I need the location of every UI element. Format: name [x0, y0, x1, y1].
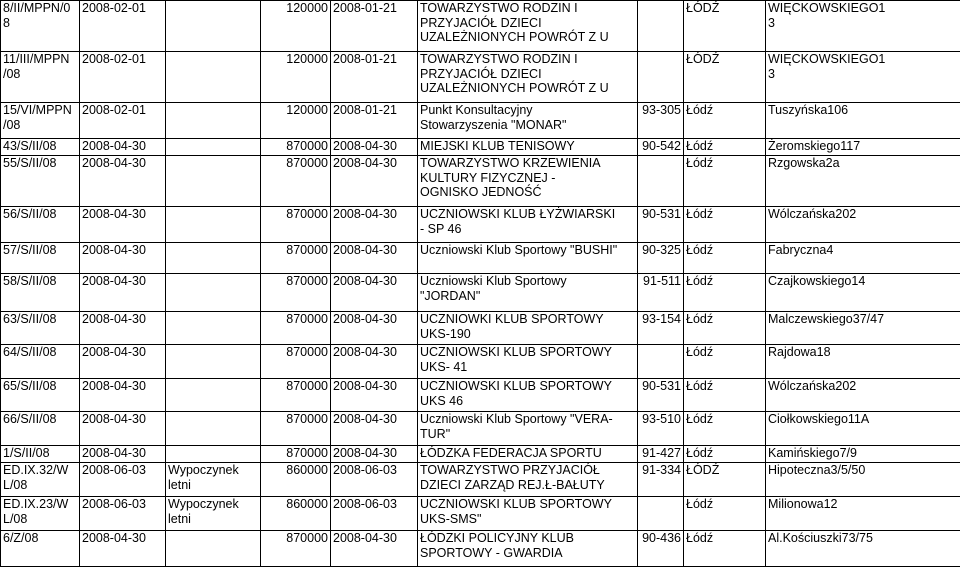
decision-date-cell: 2008-06-03	[80, 497, 166, 531]
table-row	[1, 1, 960, 52]
street-address-cell: Wólczańska202	[766, 207, 960, 243]
street-address-cell: Milionowa12	[766, 497, 960, 531]
grant-date-cell: 2008-04-30	[331, 274, 418, 312]
organization-name-cell: UCZNIOWSKI KLUB SPORTOWY UKS- 41	[418, 345, 638, 379]
record-id-cell: 1/S/II/08	[1, 446, 80, 463]
street-address-cell: Tuszyńska106	[766, 103, 960, 139]
table-row	[1, 531, 960, 567]
organization-name-cell: Uczniowski Klub Sportowy "JORDAN"	[418, 274, 638, 312]
amount-cell: 870000	[261, 274, 331, 312]
grant-date-cell: 2008-04-30	[331, 139, 418, 156]
grant-date-cell: 2008-04-30	[331, 446, 418, 463]
postal-code-cell	[638, 52, 684, 103]
decision-date-cell: 2008-04-30	[80, 139, 166, 156]
organization-name-cell: Uczniowski Klub Sportowy "VERA- TUR"	[418, 412, 638, 446]
table-body	[1, 1, 960, 567]
grant-date-cell: 2008-06-03	[331, 497, 418, 531]
organization-name-cell: UCZNIOWSKI KLUB SPORTOWY UKS-SMS"	[418, 497, 638, 531]
record-id-cell: 6/Z/08	[1, 531, 80, 567]
record-id-cell: ED.IX.23/W L/08	[1, 497, 80, 531]
amount-cell: 120000	[261, 1, 331, 52]
table-row	[1, 207, 960, 243]
postal-code-cell: 93-305	[638, 103, 684, 139]
postal-code-cell: 91-334	[638, 463, 684, 497]
postal-code-cell	[638, 1, 684, 52]
table-row	[1, 412, 960, 446]
table-row	[1, 497, 960, 531]
organization-name-cell: ŁÓDZKA FEDERACJA SPORTU	[418, 446, 638, 463]
grant-date-cell: 2008-01-21	[331, 52, 418, 103]
city-cell: Łódź	[684, 156, 766, 207]
task-type-cell	[166, 207, 261, 243]
street-address-cell: Rzgowska2a	[766, 156, 960, 207]
city-cell: Łódź	[684, 139, 766, 156]
table-row	[1, 274, 960, 312]
task-type-cell	[166, 312, 261, 345]
organization-name-cell: Punkt Konsultacyjny Stowarzyszenia "MONAR"	[418, 103, 638, 139]
street-address-cell: Czajkowskiego14	[766, 274, 960, 312]
street-address-cell: Malczewskiego37/47	[766, 312, 960, 345]
amount-cell: 120000	[261, 52, 331, 103]
postal-code-cell: 90-436	[638, 531, 684, 567]
table-row	[1, 379, 960, 412]
decision-date-cell: 2008-02-01	[80, 52, 166, 103]
postal-code-cell: 91-427	[638, 446, 684, 463]
table-row	[1, 463, 960, 497]
city-cell: Łódź	[684, 379, 766, 412]
city-cell: ŁÓDŹ	[684, 52, 766, 103]
organization-name-cell: UCZNIOWKI KLUB SPORTOWY UKS-190	[418, 312, 638, 345]
table-row	[1, 139, 960, 156]
postal-code-cell: 90-325	[638, 243, 684, 274]
decision-date-cell: 2008-04-30	[80, 274, 166, 312]
decision-date-cell: 2008-02-01	[80, 1, 166, 52]
street-address-cell: WIĘCKOWSKIEGO1 3	[766, 52, 960, 103]
record-id-cell: 15/VI/MPPN /08	[1, 103, 80, 139]
postal-code-cell	[638, 497, 684, 531]
task-type-cell	[166, 156, 261, 207]
record-id-cell: 58/S/II/08	[1, 274, 80, 312]
amount-cell: 870000	[261, 531, 331, 567]
street-address-cell: Al.Kościuszki73/75	[766, 531, 960, 567]
grant-date-cell: 2008-06-03	[331, 463, 418, 497]
postal-code-cell	[638, 345, 684, 379]
decision-date-cell: 2008-04-30	[80, 207, 166, 243]
task-type-cell	[166, 446, 261, 463]
grant-date-cell: 2008-04-30	[331, 312, 418, 345]
task-type-cell	[166, 243, 261, 274]
amount-cell: 870000	[261, 412, 331, 446]
record-id-cell: 8/II/MPPN/0 8	[1, 1, 80, 52]
street-address-cell: Wólczańska202	[766, 379, 960, 412]
city-cell: ŁÓDŹ	[684, 463, 766, 497]
decision-date-cell: 2008-04-30	[80, 156, 166, 207]
task-type-cell	[166, 412, 261, 446]
decision-date-cell: 2008-04-30	[80, 243, 166, 274]
amount-cell: 870000	[261, 139, 331, 156]
table-row	[1, 446, 960, 463]
task-type-cell: Wypoczynek letni	[166, 497, 261, 531]
organization-name-cell: TOWARZYSTWO KRZEWIENIA KULTURY FIZYCZNEJ - OGNISKO JEDNOŚĆ	[418, 156, 638, 207]
record-id-cell: 63/S/II/08	[1, 312, 80, 345]
city-cell: Łódź	[684, 207, 766, 243]
grant-date-cell: 2008-04-30	[331, 379, 418, 412]
amount-cell: 870000	[261, 312, 331, 345]
table-row	[1, 103, 960, 139]
organization-name-cell: ŁÓDZKI POLICYJNY KLUB SPORTOWY - GWARDIA	[418, 531, 638, 567]
city-cell: Łódź	[684, 412, 766, 446]
record-id-cell: 65/S/II/08	[1, 379, 80, 412]
table-row	[1, 345, 960, 379]
grant-date-cell: 2008-04-30	[331, 207, 418, 243]
amount-cell: 870000	[261, 207, 331, 243]
task-type-cell	[166, 139, 261, 156]
city-cell: Łódź	[684, 497, 766, 531]
decision-date-cell: 2008-04-30	[80, 379, 166, 412]
decision-date-cell: 2008-04-30	[80, 412, 166, 446]
table-row	[1, 52, 960, 103]
record-id-cell: 55/S/II/08	[1, 156, 80, 207]
decision-date-cell: 2008-06-03	[80, 463, 166, 497]
organization-name-cell: UCZNIOWSKI KLUB SPORTOWY UKS 46	[418, 379, 638, 412]
grant-date-cell: 2008-04-30	[331, 412, 418, 446]
street-address-cell: Kamińskiego7/9	[766, 446, 960, 463]
task-type-cell	[166, 345, 261, 379]
postal-code-cell: 93-154	[638, 312, 684, 345]
decision-date-cell: 2008-04-30	[80, 446, 166, 463]
decision-date-cell: 2008-04-30	[80, 531, 166, 567]
record-id-cell: 56/S/II/08	[1, 207, 80, 243]
postal-code-cell: 93-510	[638, 412, 684, 446]
street-address-cell: Żeromskiego117	[766, 139, 960, 156]
amount-cell: 870000	[261, 243, 331, 274]
city-cell: Łódź	[684, 345, 766, 379]
street-address-cell: Hipoteczna3/5/50	[766, 463, 960, 497]
amount-cell: 870000	[261, 156, 331, 207]
organization-name-cell: TOWARZYSTWO PRZYJACIÓŁ DZIECI ZARZĄD REJ.Ł-BAŁUTY	[418, 463, 638, 497]
organization-name-cell: UCZNIOWSKI KLUB ŁYŻWIARSKI - SP 46	[418, 207, 638, 243]
organization-name-cell: TOWARZYSTWO RODZIN I PRZYJACIÓŁ DZIECI UZALEŻNIONYCH POWRÓT Z U	[418, 52, 638, 103]
street-address-cell: Rajdowa18	[766, 345, 960, 379]
city-cell: Łódź	[684, 103, 766, 139]
decision-date-cell: 2008-02-01	[80, 103, 166, 139]
amount-cell: 870000	[261, 379, 331, 412]
task-type-cell	[166, 103, 261, 139]
record-id-cell: 66/S/II/08	[1, 412, 80, 446]
decision-date-cell: 2008-04-30	[80, 345, 166, 379]
table-row	[1, 156, 960, 207]
task-type-cell	[166, 531, 261, 567]
organization-name-cell: TOWARZYSTWO RODZIN I PRZYJACIÓŁ DZIECI UZALEŻNIONYCH POWRÓT Z U	[418, 1, 638, 52]
record-id-cell: 64/S/II/08	[1, 345, 80, 379]
street-address-cell: WIĘCKOWSKIEGO1 3	[766, 1, 960, 52]
postal-code-cell: 90-542	[638, 139, 684, 156]
record-id-cell: 11/III/MPPN /08	[1, 52, 80, 103]
table-row	[1, 312, 960, 345]
grant-date-cell: 2008-04-30	[331, 243, 418, 274]
record-id-cell: 57/S/II/08	[1, 243, 80, 274]
grant-date-cell: 2008-04-30	[331, 345, 418, 379]
amount-cell: 120000	[261, 103, 331, 139]
task-type-cell	[166, 1, 261, 52]
task-type-cell	[166, 52, 261, 103]
grant-date-cell: 2008-04-30	[331, 156, 418, 207]
amount-cell: 860000	[261, 463, 331, 497]
city-cell: Łódź	[684, 531, 766, 567]
decision-date-cell: 2008-04-30	[80, 312, 166, 345]
amount-cell: 860000	[261, 497, 331, 531]
task-type-cell	[166, 379, 261, 412]
grant-date-cell: 2008-01-21	[331, 103, 418, 139]
street-address-cell: Ciołkowskiego11A	[766, 412, 960, 446]
record-id-cell: ED.IX.32/W L/08	[1, 463, 80, 497]
record-id-cell: 43/S/II/08	[1, 139, 80, 156]
amount-cell: 870000	[261, 446, 331, 463]
street-address-cell: Fabryczna4	[766, 243, 960, 274]
table-row	[1, 243, 960, 274]
postal-code-cell: 90-531	[638, 379, 684, 412]
city-cell: Łódź	[684, 274, 766, 312]
task-type-cell	[166, 274, 261, 312]
organization-name-cell: MIEJSKI KLUB TENISOWY	[418, 139, 638, 156]
grant-date-cell: 2008-01-21	[331, 1, 418, 52]
postal-code-cell	[638, 156, 684, 207]
organization-name-cell: Uczniowski Klub Sportowy "BUSHI"	[418, 243, 638, 274]
city-cell: Łódź	[684, 312, 766, 345]
city-cell: Łódź	[684, 446, 766, 463]
city-cell: ŁÓDŹ	[684, 1, 766, 52]
grant-date-cell: 2008-04-30	[331, 531, 418, 567]
postal-code-cell: 91-511	[638, 274, 684, 312]
city-cell: Łódź	[684, 243, 766, 274]
task-type-cell: Wypoczynek letni	[166, 463, 261, 497]
amount-cell: 870000	[261, 345, 331, 379]
postal-code-cell: 90-531	[638, 207, 684, 243]
